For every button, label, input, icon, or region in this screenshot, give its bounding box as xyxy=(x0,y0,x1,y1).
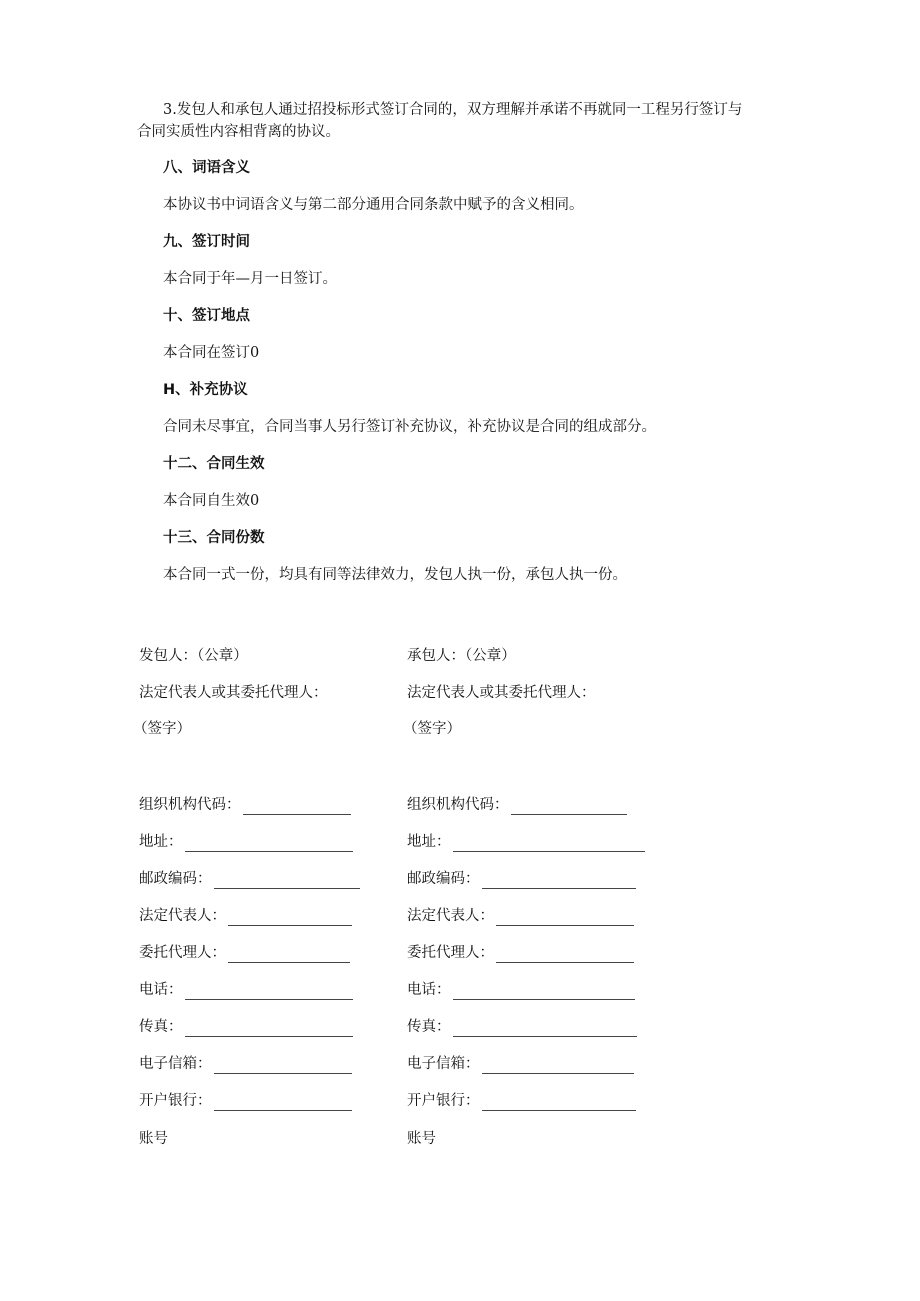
employer-field-bank xyxy=(139,1089,352,1111)
fill-in-line[interactable] xyxy=(511,798,627,815)
employer-field-postcode xyxy=(139,867,360,889)
contractor-rep-label: 法定代表人或其委托代理人： xyxy=(407,685,596,701)
field-label: 开户银行： xyxy=(139,1093,212,1109)
employer-field-agent xyxy=(139,941,350,963)
fill-in-line[interactable] xyxy=(453,835,645,852)
section-text-supplement: 合同未尽事宜，合同当事人另行签订补充协议，补充协议是合同的组成部分。 xyxy=(163,419,656,435)
fill-in-line[interactable] xyxy=(453,1020,637,1037)
fill-in-line[interactable] xyxy=(228,909,352,926)
field-label: 法定代表人： xyxy=(407,908,494,924)
field-label: 地址： xyxy=(139,834,183,850)
employer-field-account-cut: 账号 xyxy=(139,1131,168,1147)
section-heading-supplement: H、补充协议 xyxy=(163,382,248,398)
field-label: 电话： xyxy=(407,982,451,998)
employer-field-phone xyxy=(139,978,353,1000)
employer-field-email xyxy=(139,1052,352,1074)
section-heading-definitions: 八、词语含义 xyxy=(163,160,250,176)
field-label: 组织机构代码： xyxy=(407,797,509,813)
section-text-copies: 本合同一式一份，均具有同等法律效力，发包人执一份，承包人执一份。 xyxy=(163,567,627,583)
field-label: 传真： xyxy=(407,1019,451,1035)
employer-seal-label: 发包人：（公章） xyxy=(139,648,248,664)
clause-3-line-1: 3.发包人和承包人通过招投标形式签订合同的，双方理解并承诺不再就同一工程另行签订与 xyxy=(163,102,743,118)
contractor-field-legal-rep xyxy=(407,904,634,926)
field-label: 组织机构代码： xyxy=(139,797,241,813)
fill-in-line[interactable] xyxy=(214,1094,352,1111)
employer-rep-label: 法定代表人或其委托代理人： xyxy=(139,685,328,701)
fill-in-line[interactable] xyxy=(482,872,636,889)
field-label: 传真： xyxy=(139,1019,183,1035)
field-label: 电子信箱： xyxy=(407,1056,480,1072)
contractor-seal-label: 承包人：（公章） xyxy=(407,648,516,664)
fill-in-line[interactable] xyxy=(185,835,353,852)
field-label: 法定代表人： xyxy=(139,908,226,924)
section-text-sign-place: 本合同在签订0 xyxy=(163,345,260,361)
contractor-field-address xyxy=(407,830,645,852)
section-heading-sign-place: 十、签订地点 xyxy=(163,308,250,324)
fill-in-line[interactable] xyxy=(185,1020,353,1037)
fill-in-line[interactable] xyxy=(243,798,351,815)
employer-field-legal-rep xyxy=(139,904,352,926)
fill-in-line[interactable] xyxy=(496,946,634,963)
fill-in-line[interactable] xyxy=(496,909,634,926)
employer-field-org-code xyxy=(139,793,351,815)
field-label: 邮政编码： xyxy=(407,871,480,887)
employer-field-fax xyxy=(139,1015,353,1037)
section-heading-sign-date: 九、签订时间 xyxy=(163,234,250,250)
contractor-field-phone xyxy=(407,978,635,1000)
contractor-signature-label: （签字） xyxy=(403,721,461,737)
field-label: 邮政编码： xyxy=(139,871,212,887)
contractor-field-postcode xyxy=(407,867,636,889)
contractor-field-org-code xyxy=(407,793,627,815)
contractor-field-account-cut: 账号 xyxy=(407,1131,436,1147)
fill-in-line[interactable] xyxy=(482,1094,636,1111)
field-label: 委托代理人： xyxy=(407,945,494,961)
contractor-field-email xyxy=(407,1052,634,1074)
section-heading-effective: 十二、合同生效 xyxy=(163,456,265,472)
contractor-field-fax xyxy=(407,1015,637,1037)
contractor-field-agent xyxy=(407,941,634,963)
employer-signature-label: （签字） xyxy=(133,721,191,737)
clause-3-line-2: 合同实质性内容相背离的协议。 xyxy=(137,124,340,140)
field-label: 委托代理人： xyxy=(139,945,226,961)
section-text-sign-date: 本合同于年—月一日签订。 xyxy=(163,271,337,287)
field-label: 开户银行： xyxy=(407,1093,480,1109)
fill-in-line[interactable] xyxy=(214,1057,352,1074)
section-text-definitions: 本协议书中词语含义与第二部分通用合同条款中赋予的含义相同。 xyxy=(163,197,584,213)
fill-in-line[interactable] xyxy=(228,946,350,963)
field-label: 电话： xyxy=(139,982,183,998)
fill-in-line[interactable] xyxy=(482,1057,634,1074)
section-text-effective: 本合同自生效0 xyxy=(163,493,260,509)
fill-in-line[interactable] xyxy=(185,983,353,1000)
field-label: 电子信箱： xyxy=(139,1056,212,1072)
employer-field-address xyxy=(139,830,353,852)
field-label: 地址： xyxy=(407,834,451,850)
fill-in-line[interactable] xyxy=(453,983,635,1000)
section-heading-copies: 十三、合同份数 xyxy=(163,530,265,546)
fill-in-line[interactable] xyxy=(214,872,360,889)
contractor-field-bank xyxy=(407,1089,636,1111)
